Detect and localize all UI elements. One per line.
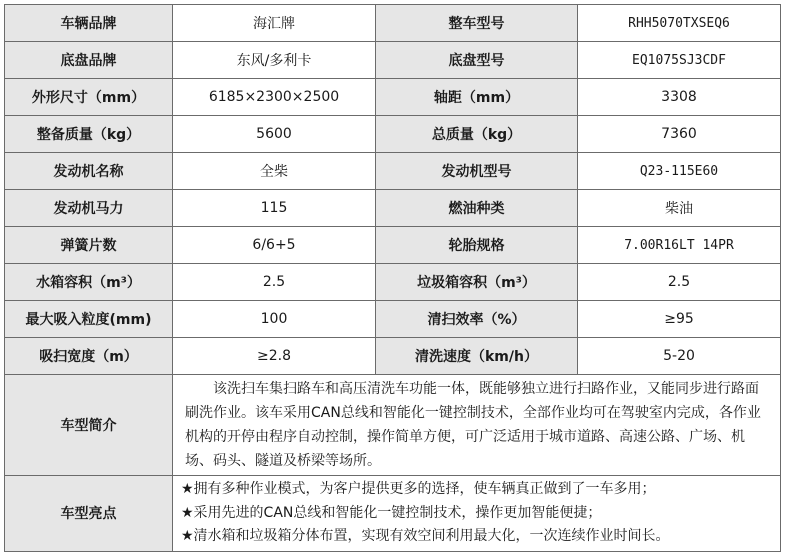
spec-row xyxy=(5,301,781,338)
spec-row xyxy=(5,42,781,79)
spec-row xyxy=(5,116,781,153)
spec-label: 燃油种类 xyxy=(376,190,578,227)
spec-label: 发动机马力 xyxy=(5,190,173,227)
spec-label: 吸扫宽度（m） xyxy=(5,338,173,375)
intro-text-cell xyxy=(173,375,781,476)
spec-label: 车辆品牌 xyxy=(5,5,173,42)
spec-row xyxy=(5,79,781,116)
spec-value: 2.5 xyxy=(173,264,376,301)
spec-value: 柴油 xyxy=(578,190,781,227)
intro-row xyxy=(5,375,781,476)
spec-label: 最大吸入粒度(mm) xyxy=(5,301,173,338)
spec-label: 清扫效率（%） xyxy=(376,301,578,338)
spec-label: 弹簧片数 xyxy=(5,227,173,264)
spec-label: 发动机型号 xyxy=(376,153,578,190)
spec-table-body xyxy=(5,5,781,552)
spec-value: 3308 xyxy=(578,79,781,116)
spec-value: 东风/多利卡 xyxy=(173,42,376,79)
spec-value: 6185×2300×2500 xyxy=(173,79,376,116)
spec-value: 5600 xyxy=(173,116,376,153)
intro-label: 车型简介 xyxy=(5,375,173,476)
spec-label: 外形尺寸（mm） xyxy=(5,79,173,116)
highlights-label: 车型亮点 xyxy=(5,476,173,552)
spec-value: RHH5070TXSEQ6 xyxy=(578,5,781,42)
spec-row xyxy=(5,338,781,375)
spec-value: Q23-115E60 xyxy=(578,153,781,190)
spec-label: 垃圾箱容积（m³） xyxy=(376,264,578,301)
spec-label: 整备质量（kg） xyxy=(5,116,173,153)
spec-row xyxy=(5,5,781,42)
spec-label: 总质量（kg） xyxy=(376,116,578,153)
spec-value: 6/6+5 xyxy=(173,227,376,264)
spec-label: 轮胎规格 xyxy=(376,227,578,264)
spec-label: 发动机名称 xyxy=(5,153,173,190)
spec-label: 底盘型号 xyxy=(376,42,578,79)
spec-value: 7.00R16LT 14PR xyxy=(578,227,781,264)
spec-row xyxy=(5,153,781,190)
spec-value: 100 xyxy=(173,301,376,338)
spec-value: 全柴 xyxy=(173,153,376,190)
spec-value: EQ1075SJ3CDF xyxy=(578,42,781,79)
highlights-list xyxy=(173,476,781,552)
spec-value: ≥2.8 xyxy=(173,338,376,375)
vehicle-spec-table xyxy=(4,4,781,552)
spec-value: 海汇牌 xyxy=(173,5,376,42)
spec-label: 底盘品牌 xyxy=(5,42,173,79)
highlight-item: ★拥有多种作业模式，为客户提供更多的选择，使车辆真正做到了一车多用； xyxy=(181,481,656,497)
intro-text: 该洗扫车集扫路车和高压清洗车功能一体，既能够独立进行扫路作业，又能同步进行路面刷洗作业。该车采用CAN总线和智能化一键控制技术，全部作业均可在驾驶室内完成，各作业机构的开停由程序自动控制，操作简单方便，可广泛适用于城市道路、高速公路、广场、机场、码头、隧道及桥梁等场所。 xyxy=(185,381,761,469)
spec-label: 整车型号 xyxy=(376,5,578,42)
highlights-row xyxy=(5,476,781,552)
spec-value: 2.5 xyxy=(578,264,781,301)
spec-row xyxy=(5,190,781,227)
spec-value: 5-20 xyxy=(578,338,781,375)
highlight-item: ★采用先进的CAN总线和智能化一键控制技术，操作更加智能便捷； xyxy=(181,504,602,521)
spec-row xyxy=(5,264,781,301)
highlight-item: ★清水箱和垃圾箱分体布置，实现有效空间利用最大化，一次连续作业时间长。 xyxy=(181,528,670,544)
spec-value: 7360 xyxy=(578,116,781,153)
spec-label: 轴距（mm） xyxy=(376,79,578,116)
spec-label: 清洗速度（km/h） xyxy=(376,338,578,375)
spec-value: ≥95 xyxy=(578,301,781,338)
spec-value: 115 xyxy=(173,190,376,227)
spec-row xyxy=(5,227,781,264)
spec-label: 水箱容积（m³） xyxy=(5,264,173,301)
